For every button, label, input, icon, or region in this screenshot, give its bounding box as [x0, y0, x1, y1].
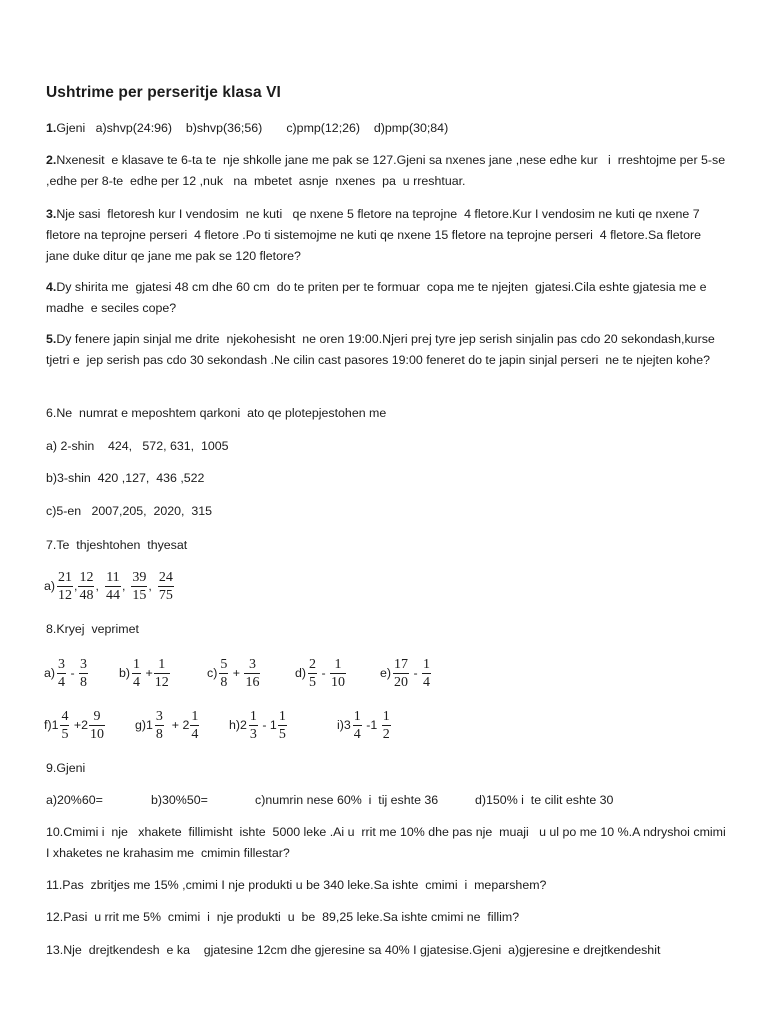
- fraction: [131, 569, 147, 604]
- fraction: [393, 656, 409, 691]
- fraction: [219, 656, 228, 691]
- exercise-number: 2.: [46, 153, 57, 167]
- exercise-5: [46, 329, 726, 371]
- numerator: 3: [248, 656, 256, 672]
- fraction: [60, 708, 69, 743]
- fraction: [105, 569, 121, 604]
- exercise-8: 8.Kryej veprimet: [46, 622, 139, 636]
- exercise-12: 12.Pasi u rrit me 5% cmimi i nje produkti u be 89,25 leke.Sa ishte cmimi ne fillim?: [46, 910, 520, 924]
- item-label: d): [295, 666, 307, 680]
- denominator: 44: [105, 587, 120, 603]
- numerator: 4: [61, 708, 69, 724]
- fraction: [308, 656, 317, 691]
- fraction: [278, 708, 287, 743]
- denominator: 12: [58, 587, 73, 603]
- fraction: [79, 656, 88, 691]
- exercise-number: 5.: [46, 332, 57, 346]
- fraction: [132, 656, 141, 691]
- exercise-text: Dy shirita me gjatesi 48 cm dhe 60 cm do te priten per te formuar copa me te njejten gjatesi.Cila eshte gjatesia me e madhe e seciles cope?: [46, 280, 710, 315]
- operation-d: [295, 653, 347, 693]
- operator: +: [229, 666, 244, 680]
- fraction: [330, 656, 346, 691]
- exercise-text: Dy fenere japin sinjal me drite njekohesisht ne oren 19:00.Njeri prej tyre jep serish sinjalin pas cdo 20 sekondash,kurse tjetri e jep serish pas cdo 30 sekondash .Ne cilin cast pasores 19:00 feneret do te japin sinjal perseri ne te njejten kohe?: [46, 332, 719, 367]
- exercise-number: 4.: [46, 280, 57, 294]
- exercise-text: Gjeni a)shvp(24:96) b)shvp(36;56) c)pmp(12;26) d)pmp(30;84): [56, 121, 449, 135]
- exercise-text: Nje sasi fletoresh kur I vendosim ne kuti qe nxene 5 fletore na teprojne 4 fletore.Kur I vendosim ne kuti qe nxene 7 fletore na teprojne perseri 4 fletore .Po ti sistemojme ne kuti qe nxene 15 fletore na teprojne perseri 4 fletore.Sa fletore jane duke ditur qe jane me pak se 120 fletore?: [46, 207, 705, 263]
- operations-row-2: [44, 705, 744, 745]
- operator: +2: [70, 718, 89, 732]
- item-label: e): [380, 666, 392, 680]
- operation-b: [119, 653, 171, 693]
- operation-g: [135, 705, 200, 745]
- numerator: 2: [309, 656, 317, 672]
- fraction: [57, 569, 73, 604]
- denominator: 10: [331, 674, 346, 690]
- operator: -1: [362, 718, 381, 732]
- denominator: 5: [309, 674, 317, 690]
- exercise-1: [46, 118, 726, 139]
- exercise-number: 3.: [46, 207, 57, 221]
- denominator: 4: [191, 726, 199, 742]
- item-label: f)1: [44, 718, 59, 732]
- exercise-13: 13.Nje drejtkendesh e ka gjatesine 12cm dhe gjeresine sa 40% I gjatesise.Gjeni a)gjeresine e drejtkendeshit: [46, 943, 661, 957]
- item-label: g)1: [135, 718, 153, 732]
- exercise-2: [46, 150, 729, 192]
- exercise-9d: d)150% i te cilit eshte 30: [475, 793, 614, 807]
- separator: ,: [74, 579, 78, 593]
- denominator: 15: [132, 587, 147, 603]
- fraction-list: [44, 566, 175, 606]
- separator: ,: [148, 579, 152, 593]
- operator: +: [142, 666, 153, 680]
- numerator: 24: [158, 569, 173, 585]
- operation-i: [337, 705, 392, 745]
- numerator: 3: [155, 708, 163, 724]
- fraction: [57, 656, 66, 691]
- fraction: [422, 656, 431, 691]
- operator: - 1: [258, 718, 277, 732]
- fraction: [89, 708, 105, 743]
- fraction: [154, 656, 170, 691]
- numerator: 12: [79, 569, 94, 585]
- exercise-number: 1.: [46, 121, 57, 135]
- operation-a: [44, 653, 89, 693]
- fraction: [249, 708, 258, 743]
- exercise-9a: a)20%60=: [46, 793, 103, 807]
- exercise-text: Nxenesit e klasave te 6-ta te nje shkolle jane me pak se 127.Gjeni sa nxenes jane ,nese edhe kur i rreshtojme per 5-se ,edhe per 8-te edhe per 12 ,nuk na mbetet asnje nxenes pa u rreshtuar.: [46, 153, 729, 188]
- exercise-11: 11.Pas zbritjes me 15% ,cmimi I nje produkti u be 340 leke.Sa ishte cmimi i meparshem?: [46, 878, 547, 892]
- exercise-9c: c)numrin nese 60% i tij eshte 36: [255, 793, 439, 807]
- numerator: 3: [80, 656, 88, 672]
- denominator: 4: [353, 726, 361, 742]
- numerator: 1: [278, 708, 286, 724]
- fraction: [158, 569, 174, 604]
- exercise-6b: b)3-shin 420 ,127, 436 ,522: [46, 471, 205, 485]
- denominator: 12: [154, 674, 169, 690]
- numerator: 39: [132, 569, 147, 585]
- exercise-7: 7.Te thjeshtohen thyesat: [46, 538, 188, 552]
- operation-e: [380, 653, 432, 693]
- numerator: 1: [249, 708, 257, 724]
- numerator: 1: [133, 656, 141, 672]
- denominator: 2: [382, 726, 390, 742]
- separator: ,: [121, 579, 126, 593]
- numerator: 1: [382, 708, 390, 724]
- denominator: 75: [158, 587, 173, 603]
- item-label: b): [119, 666, 131, 680]
- operator: + 2: [164, 718, 190, 732]
- exercise-4: [46, 277, 726, 319]
- denominator: 8: [80, 674, 88, 690]
- exercise-9b: b)30%50=: [151, 793, 208, 807]
- denominator: 16: [245, 674, 260, 690]
- denominator: 4: [58, 674, 66, 690]
- numerator: 9: [93, 708, 101, 724]
- denominator: 20: [394, 674, 409, 690]
- operator: -: [410, 666, 422, 680]
- numerator: 1: [423, 656, 431, 672]
- denominator: 48: [79, 587, 94, 603]
- numerator: 1: [353, 708, 361, 724]
- numerator: 1: [191, 708, 199, 724]
- exercise-3: [46, 204, 726, 267]
- exercise-9: 9.Gjeni: [46, 761, 86, 775]
- fraction: [155, 708, 164, 743]
- numerator: 21: [58, 569, 73, 585]
- numerator: 1: [158, 656, 166, 672]
- denominator: 10: [90, 726, 105, 742]
- fraction: [353, 708, 362, 743]
- numerator: 11: [106, 569, 120, 585]
- denominator: 8: [220, 674, 228, 690]
- operations-row-1: [44, 653, 744, 693]
- fraction: [190, 708, 199, 743]
- separator: ,: [95, 579, 99, 593]
- denominator: 8: [155, 726, 163, 742]
- operator: -: [318, 666, 330, 680]
- fraction: [244, 656, 260, 691]
- denominator: 4: [133, 674, 141, 690]
- numerator: 3: [58, 656, 66, 672]
- exercise-6a: a) 2-shin 424, 572, 631, 1005: [46, 439, 229, 453]
- item-label: h)2: [229, 718, 247, 732]
- numerator: 17: [394, 656, 409, 672]
- item-label: i)3: [337, 718, 351, 732]
- fractions-row: [44, 566, 744, 606]
- fraction: [78, 569, 94, 604]
- numerator: 1: [334, 656, 342, 672]
- item-label: a): [44, 579, 56, 593]
- operation-f: [44, 705, 106, 745]
- exercise-10: 10.Cmimi i nje xhakete fillimisht ishte 5000 leke .Ai u rrit me 10% dhe pas nje muaji u ul po me 10 %.A ndryshoi cmimi I xhaketes ne krahasim me cmimin fillestar?: [46, 825, 730, 860]
- denominator: 3: [249, 726, 257, 742]
- denominator: 5: [61, 726, 69, 742]
- operation-h: [229, 705, 288, 745]
- operator: -: [67, 666, 79, 680]
- page-title: Ushtrime per perseritje klasa VI: [46, 84, 281, 101]
- item-label: c): [207, 666, 218, 680]
- item-label: a): [44, 666, 56, 680]
- exercise-6: 6.Ne numrat e meposhtem qarkoni ato qe plotepjestohen me: [46, 406, 387, 420]
- fraction: [382, 708, 391, 743]
- denominator: 4: [423, 674, 431, 690]
- numerator: 5: [220, 656, 228, 672]
- operation-c: [207, 653, 261, 693]
- denominator: 5: [278, 726, 286, 742]
- exercise-6c: c)5-en 2007,205, 2020, 315: [46, 504, 213, 518]
